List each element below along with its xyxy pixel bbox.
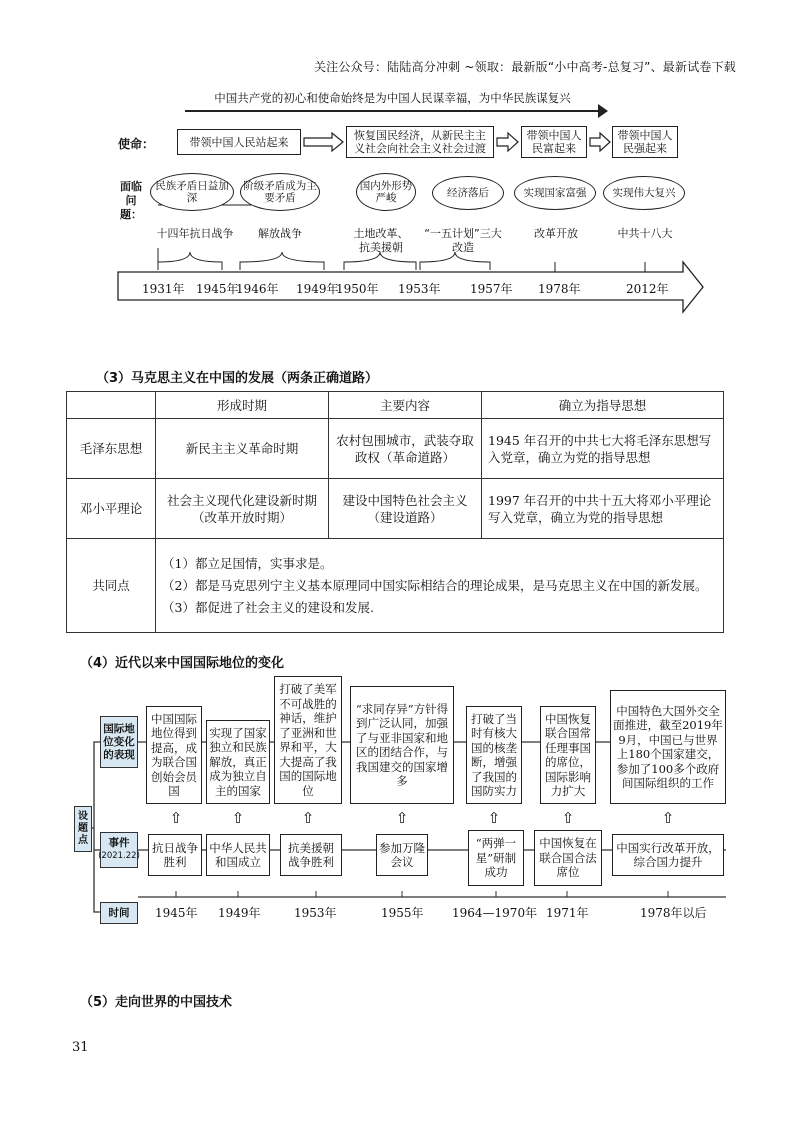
up-arrow-icon: ⇧: [661, 809, 675, 827]
section5-title: （5）走向世界的中国技术: [80, 995, 233, 1010]
table-header-cell: 主要内容: [329, 392, 482, 419]
table-cell: 农村包围城市，武装夺取政权（革命道路）: [329, 419, 482, 479]
mission-row-label: 使命：: [118, 137, 155, 151]
section3-title: （3）马克思主义在中国的发展（两条正确道路）: [96, 371, 379, 386]
problem-ellipse-4: 经济落后: [432, 176, 504, 210]
table-cell: 建设中国特色社会主义（建设道路）: [329, 479, 482, 539]
event-5: 改革开放: [534, 227, 578, 240]
time-label: 1955年: [381, 906, 424, 920]
up-arrow-icon: ⇧: [301, 809, 315, 827]
status-box-6: 中国恢复联合国常任理事国的席位，国际影响力扩大: [540, 706, 596, 804]
up-arrow-icon: ⇧: [561, 809, 575, 827]
table-header-cell: 确立为指导思想: [482, 392, 724, 419]
status-box-3: 打破了美军不可战胜的神话，维护了亚洲和世界和平，大大提高了我国的国际地位: [274, 676, 342, 804]
page-header: 关注公众号：陆陆高分冲刺 ~领取：最新版“小中高考-总复习”、最新试卷下载: [313, 60, 736, 74]
common-point: （3）都促进了社会主义的建设和发展.: [162, 599, 374, 615]
label-event-sub: (2021.22): [98, 851, 140, 861]
problem-ellipse-3: 国内外形势严峻: [356, 173, 416, 211]
event-4: “一五计划”三大改造: [424, 227, 502, 254]
event-box-4: 参加万隆会议: [376, 834, 428, 876]
table-cell: 共同点: [67, 539, 156, 633]
status-box-5: 打破了当时有核大国的核垄断，增强了我国的国防实力: [466, 706, 522, 804]
event-1: 十四年抗日战争: [156, 227, 234, 240]
up-arrow-icon: ⇧: [169, 809, 183, 827]
year-1949: 1949年: [296, 282, 339, 296]
problem-ellipse-1: 民族矛盾日益加深: [150, 173, 234, 211]
event-box-2: 中华人民共和国成立: [206, 834, 270, 876]
up-arrow-icon: ⇧: [487, 809, 501, 827]
time-label: 1971年: [546, 906, 589, 920]
mission-box-1: 带领中国人民站起来: [177, 129, 301, 155]
event-box-5: “两弹一星”研制成功: [468, 830, 524, 886]
status-box-7: 中国特色大国外交全面推进，截至2019年9月，中国已与世界上180个国家建交，参加了100多个政府间国际组织的工作: [610, 690, 726, 804]
mission-box-3: 带领中国人民富起来: [521, 126, 587, 158]
time-label: 1945年: [155, 906, 198, 920]
event-box-6: 中国恢复在联合国合法席位: [534, 830, 602, 886]
common-point: （2）都是马克思列宁主义基本原理同中国实际相结合的理论成果，是马克思主义在中国的新发展。: [162, 577, 708, 593]
table-header-cell: 形成时期: [156, 392, 329, 419]
side-label: 设题点: [74, 806, 92, 852]
problem-ellipse-6: 实现伟大复兴: [603, 176, 685, 210]
status-box-4: “求同存异”方针得到广泛认同，加强了与亚非国家和地区的团结合作，与我国建交的国家增多: [350, 686, 454, 804]
table-cell: 社会主义现代化建设新时期（改革开放时期）: [156, 479, 329, 539]
table-cell: 1997 年召开的中共十五大将邓小平理论写入党章，确立为党的指导思想: [482, 479, 724, 539]
year-1945: 1945年: [196, 282, 239, 296]
table-cell: 毛泽东思想: [67, 419, 156, 479]
table-cell: 新民主主义革命时期: [156, 419, 329, 479]
label-event-text: 事件: [108, 837, 130, 849]
year-1953: 1953年: [398, 282, 441, 296]
event-2: 解放战争: [258, 227, 302, 240]
up-arrow-icon: ⇧: [395, 809, 409, 827]
banner-text: 中国共产党的初心和使命始终是为中国人民谋幸福，为中华民族谋复兴: [214, 91, 571, 105]
section4-title: （4）近代以来中国国际地位的变化: [80, 656, 285, 671]
mission-box-2: 恢复国民经济，从新民主主义社会向社会主义社会过渡: [346, 126, 494, 158]
problem-row-label: 面临问题：: [120, 180, 142, 221]
up-arrow-icon: ⇧: [231, 809, 245, 827]
status-box-1: 中国国际地位得到提高，成为联合国创始会员国: [146, 706, 202, 804]
year-1978: 1978年: [538, 282, 581, 296]
time-label: 1978年以后: [640, 906, 707, 920]
event-box-3: 抗美援朝战争胜利: [280, 834, 342, 876]
label-status: 国际地位变化的表现: [100, 716, 138, 768]
time-label: 1964—1970年: [452, 906, 538, 920]
page-number: 31: [72, 1040, 89, 1055]
year-2012: 2012年: [626, 282, 669, 296]
event-6: 中共十八大: [617, 227, 673, 240]
problem-ellipse-2: 阶级矛盾成为主要矛盾: [240, 173, 320, 211]
table-cell: 1945 年召开的中共七大将毛泽东思想写入党章，确立为党的指导思想: [482, 419, 724, 479]
table-cell: 邓小平理论: [67, 479, 156, 539]
year-1946: 1946年: [236, 282, 279, 296]
problem-ellipse-5: 实现国家富强: [514, 176, 596, 210]
event-box-1: 抗日战争胜利: [148, 834, 202, 876]
event-box-7: 中国实行改革开放，综合国力提升: [612, 834, 724, 876]
status-box-2: 实现了国家独立和民族解放，真正成为独立自主的国家: [206, 720, 270, 804]
label-event: [100, 832, 138, 868]
mission-box-4: 带领中国人民强起来: [612, 126, 678, 158]
event-3: 土地改革、抗美援朝: [353, 227, 409, 254]
time-label: 1949年: [218, 906, 261, 920]
year-1950: 1950年: [336, 282, 379, 296]
year-1931: 1931年: [142, 282, 185, 296]
label-time: 时间: [100, 902, 138, 924]
time-label: 1953年: [294, 906, 337, 920]
year-1957: 1957年: [470, 282, 513, 296]
common-point: （1）都立足国情，实事求是。: [162, 555, 333, 571]
